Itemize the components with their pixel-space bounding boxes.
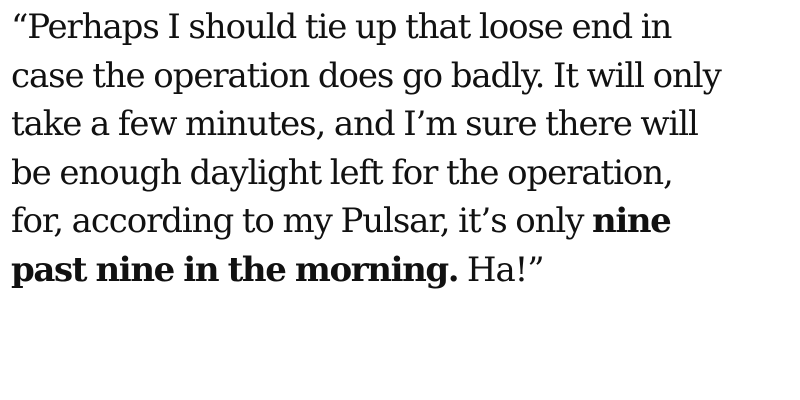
quote-line-2: case the operation does go badly. It will only bbox=[11, 55, 721, 96]
emphasis-text-start: nine bbox=[592, 201, 671, 241]
quote-line-1: “Perhaps I should tie up that loose end in bbox=[11, 7, 672, 47]
quote-line-6 bbox=[11, 246, 791, 295]
emphasis-text-end: past nine in the morning. bbox=[11, 249, 459, 290]
quote-line-4: be enough daylight left for the operation, bbox=[11, 152, 673, 193]
quote-line-5 bbox=[11, 197, 791, 246]
quote-passage bbox=[11, 3, 791, 294]
quote-line-5-text: for, according to my Pulsar, it’s only bbox=[11, 201, 593, 241]
quote-line-3: take a few minutes, and I’m sure there will bbox=[11, 104, 698, 144]
quote-line-6-text: Ha!” bbox=[458, 249, 544, 290]
